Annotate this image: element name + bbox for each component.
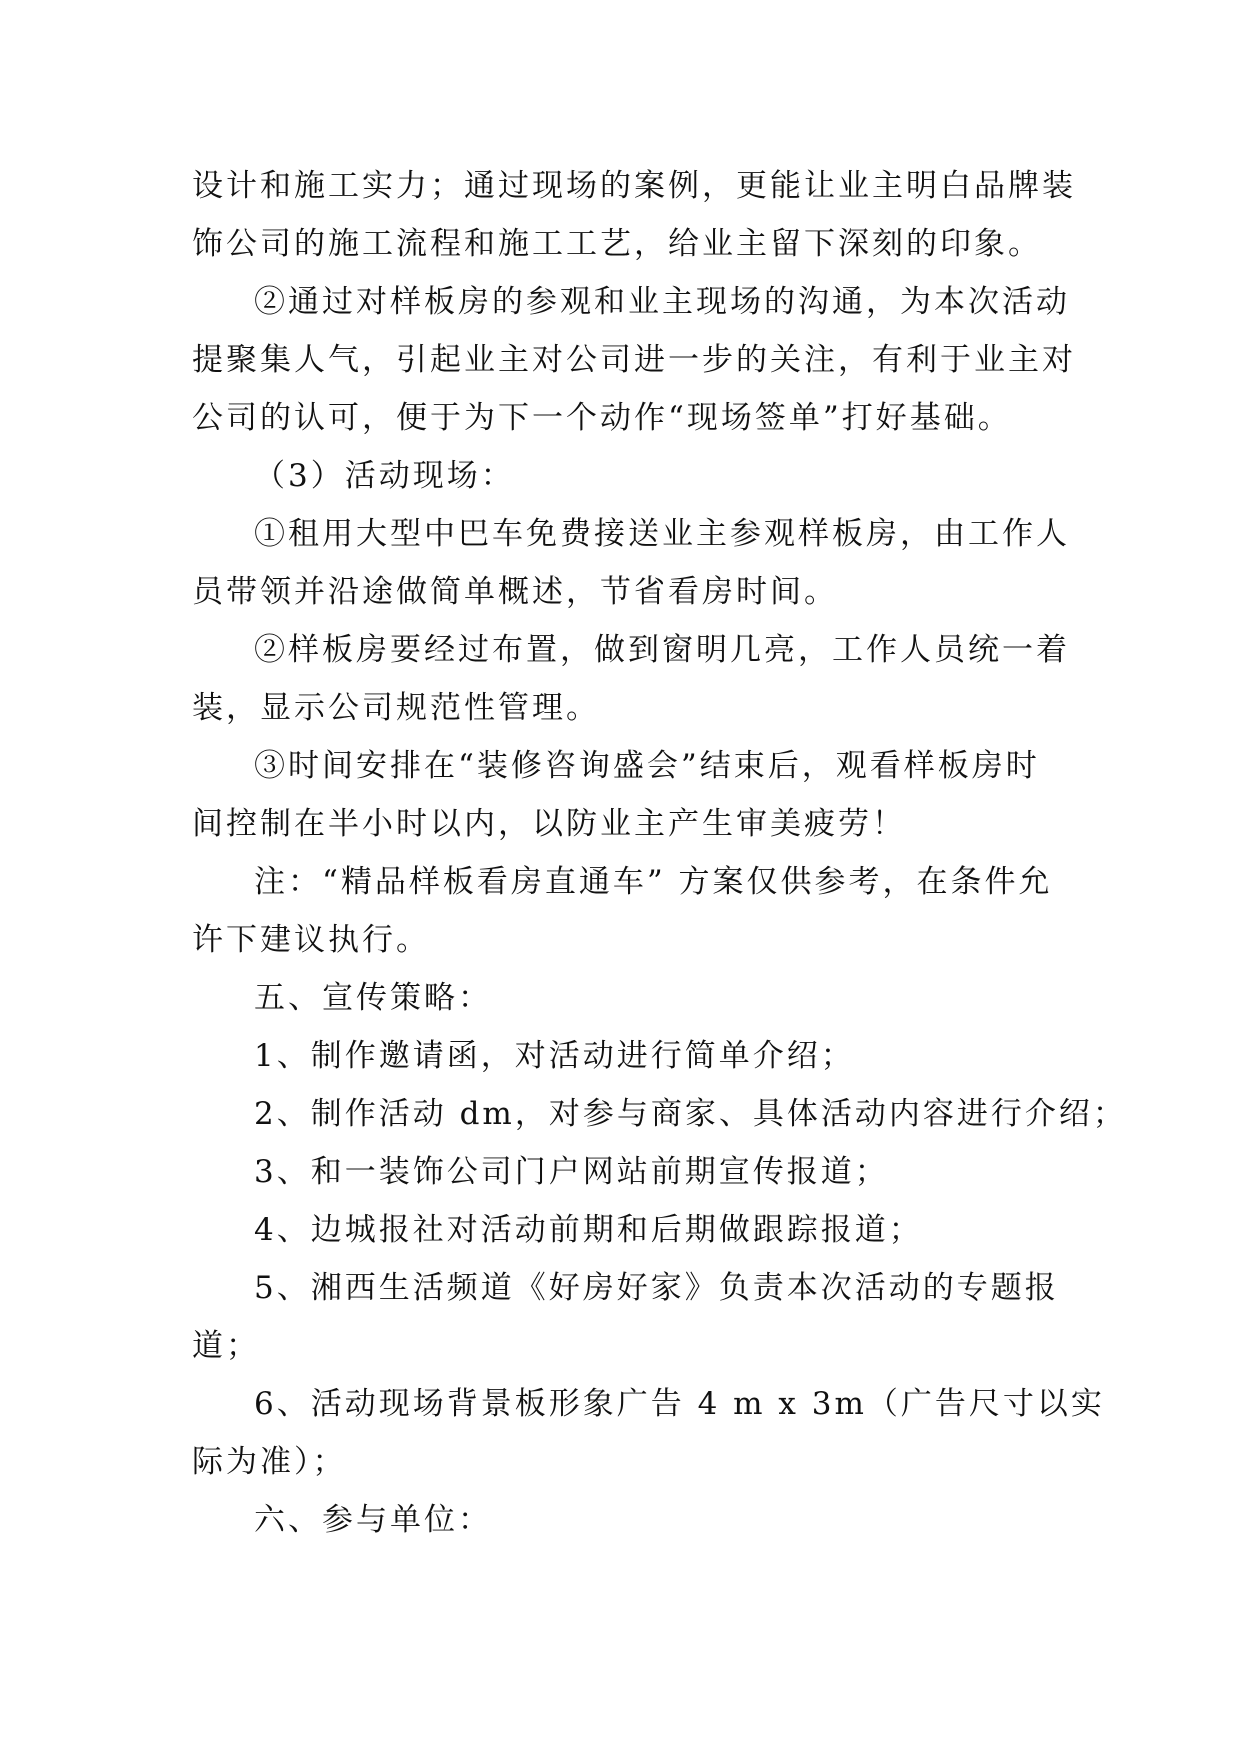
text-line: 员带领并沿途做简单概述，节省看房时间。 [192, 574, 838, 610]
text-line: 公司的认可，便于为下一个动作“现场签单”打好基础。 [192, 400, 1012, 436]
text-line: ①租用大型中巴车免费接送业主参观样板房，由工作人 [254, 516, 1070, 552]
text-line: 间控制在半小时以内，以防业主产生审美疲劳！ [192, 806, 906, 842]
text-line: 饰公司的施工流程和施工工艺，给业主留下深刻的印象。 [192, 226, 1042, 262]
text-line: 设计和施工实力；通过现场的案例，更能让业主明白品牌装 [192, 168, 1076, 204]
list-item: 2、制作活动 dm，对参与商家、具体活动内容进行介绍； [254, 1096, 1127, 1132]
section-heading: 六、参与单位： [254, 1502, 492, 1538]
list-item: 5、湘西生活频道《好房好家》负责本次活动的专题报 [254, 1270, 1059, 1306]
list-item: 际为准）； [192, 1444, 347, 1480]
list-item: 1、制作邀请函，对活动进行简单介绍； [254, 1038, 855, 1074]
note-line: 许下建议执行。 [192, 922, 430, 958]
text-line: 提聚集人气，引起业主对公司进一步的关注，有利于业主对 [192, 342, 1076, 378]
text-line: 装，显示公司规范性管理。 [192, 690, 600, 726]
text-line: ②通过对样板房的参观和业主现场的沟通，为本次活动 [254, 284, 1070, 320]
note-line: 注：“精品样板看房直通车” 方案仅供参考，在条件允 [254, 864, 1053, 900]
text-line: ③时间安排在“装修咨询盛会”结束后，观看样板房时 [254, 748, 1040, 784]
list-item: 4、边城报社对活动前期和后期做跟踪报道； [254, 1212, 923, 1248]
text-line: ②样板房要经过布置，做到窗明几亮，工作人员统一着 [254, 632, 1070, 668]
section-heading: （3）活动现场： [254, 458, 515, 494]
list-item: 6、活动现场背景板形象广告 4 m x 3m（广告尺寸以实 [254, 1386, 1105, 1422]
list-item: 道； [192, 1328, 260, 1364]
section-heading: 五、宣传策略： [254, 980, 492, 1016]
list-item: 3、和一装饰公司门户网站前期宣传报道； [254, 1154, 889, 1190]
